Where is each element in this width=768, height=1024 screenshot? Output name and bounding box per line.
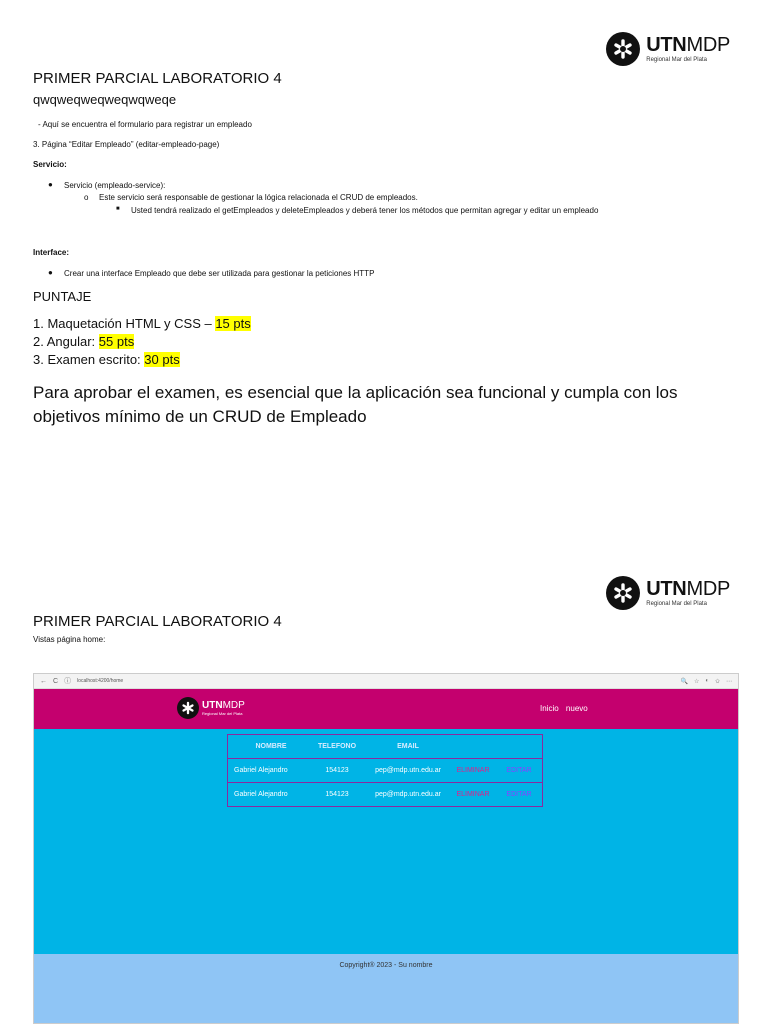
- table-row: [228, 759, 542, 783]
- cell-nombre: Gabriel Alejandro: [234, 791, 288, 798]
- interface-heading: Interface:: [33, 248, 70, 257]
- star-icon[interactable]: ☆: [693, 678, 700, 685]
- cell-telefono: 154123: [325, 767, 349, 774]
- cell-email: pep@mdp.utn.edu.ar: [375, 767, 441, 774]
- cell-email: pep@mdp.utn.edu.ar: [375, 791, 441, 798]
- interface-bullet: Crear una interface Empleado que debe ser utilizada para gestionar la peticiones HTTP: [64, 269, 375, 278]
- delete-button[interactable]: ELIMINAR: [456, 791, 490, 798]
- servicio-heading: Servicio:: [33, 160, 67, 169]
- address-bar: [34, 674, 738, 689]
- extension-icon[interactable]: ◐: [705, 677, 709, 684]
- reload-icon[interactable]: C: [53, 677, 59, 685]
- logo-brand-light: MDP: [686, 578, 730, 600]
- servicio-subsub: Usted tendrá realizado el getEmpleados y deleteEmpleados y deberá tener los métodos que permitan agregar y editar un empleado: [131, 206, 599, 215]
- form-note: - Aquí se encuentra el formulario para registrar un empleado: [38, 120, 252, 129]
- cell-telefono: 154123: [325, 791, 349, 798]
- editar-page-line: 3. Página “Editar Empleado” (editar-empleado-page): [33, 140, 220, 149]
- document-page-2: [0, 560, 768, 1024]
- header-nombre: NOMBRE: [255, 743, 287, 750]
- nav-nuevo-link[interactable]: nuevo: [565, 704, 588, 713]
- bullet-icon: ●: [48, 180, 53, 189]
- employee-table: [227, 734, 543, 807]
- edit-button[interactable]: EDITAR: [506, 767, 532, 774]
- edit-button[interactable]: EDITAR: [506, 791, 532, 798]
- logo-brand-light: MDP: [686, 34, 730, 56]
- info-icon: ⓘ: [64, 678, 72, 685]
- servicio-sub: Este servicio será responsable de gestionar la lógica relacionada el CRUD de empleados.: [99, 193, 418, 202]
- header-email: EMAIL: [397, 743, 419, 750]
- logo-brand-bold: UTN: [646, 34, 687, 56]
- app-logo-subtitle: Regional Mar del Plata: [202, 711, 243, 716]
- url-text[interactable]: localhost:4200/home: [77, 678, 124, 684]
- points-highlight: 30 pts: [144, 352, 180, 367]
- app-logo[interactable]: [177, 697, 245, 719]
- points-highlight: 55 pts: [98, 334, 135, 349]
- list-item: 1. Maquetación HTML y CSS – 15 pts: [33, 316, 251, 331]
- square-bullet-icon: ■: [116, 206, 120, 212]
- table-header-row: [228, 735, 542, 759]
- favorites-icon[interactable]: ✩: [714, 678, 720, 685]
- app-logo-light: MDP: [222, 700, 245, 711]
- nav-inicio-link[interactable]: Inicio: [540, 704, 559, 713]
- puntaje-list: [33, 315, 251, 369]
- list-item: 3. Examen escrito: 30 pts: [33, 352, 180, 367]
- utn-logo: [606, 32, 730, 66]
- browser-screenshot: [33, 673, 739, 1024]
- utn-asterisk-icon: [177, 697, 199, 719]
- logo-brand-bold: UTN: [646, 578, 687, 600]
- points-highlight: 15 pts: [215, 316, 251, 331]
- page-subtitle: qwqweqweqweqwqweqe: [33, 92, 177, 107]
- extensions: [680, 678, 732, 685]
- bullet-icon: ●: [48, 268, 53, 277]
- utn-logo: [606, 576, 730, 610]
- utn-asterisk-icon: [606, 32, 640, 66]
- logo-subtitle: Regional Mar del Plata: [646, 601, 707, 607]
- app-nav: [540, 704, 593, 713]
- delete-button[interactable]: ELIMINAR: [456, 767, 490, 774]
- header-telefono: TELEFONO: [317, 743, 357, 750]
- utn-asterisk-icon: [606, 576, 640, 610]
- menu-icon[interactable]: ⋯: [726, 678, 732, 685]
- app-logo-bold: UTN: [202, 700, 223, 711]
- zoom-icon[interactable]: 🔍: [680, 678, 688, 685]
- app-header: [34, 689, 738, 729]
- page-title: PRIMER PARCIAL LABORATORIO 4: [33, 613, 282, 630]
- app-footer: [34, 954, 738, 1023]
- back-icon[interactable]: ←: [40, 677, 47, 685]
- approval-paragraph: Para aprobar el examen, es esencial que la aplicación sea funcional y cumpla con los objetivos mínimo de un CRUD de Empleado: [33, 383, 678, 426]
- copyright-text: Copyright® 2023 - Su nombre: [339, 962, 433, 969]
- page-subtitle: Vistas página home:: [33, 635, 106, 644]
- logo-subtitle: Regional Mar del Plata: [646, 57, 707, 63]
- page-title: PRIMER PARCIAL LABORATORIO 4: [33, 70, 282, 87]
- list-item: 2. Angular: 55 pts: [33, 334, 135, 349]
- cell-nombre: Gabriel Alejandro: [234, 767, 288, 774]
- servicio-bullet: Servicio (empleado-service):: [64, 181, 166, 190]
- table-row: [228, 783, 542, 806]
- circle-bullet-icon: o: [84, 193, 89, 202]
- puntaje-heading: PUNTAJE: [33, 289, 92, 304]
